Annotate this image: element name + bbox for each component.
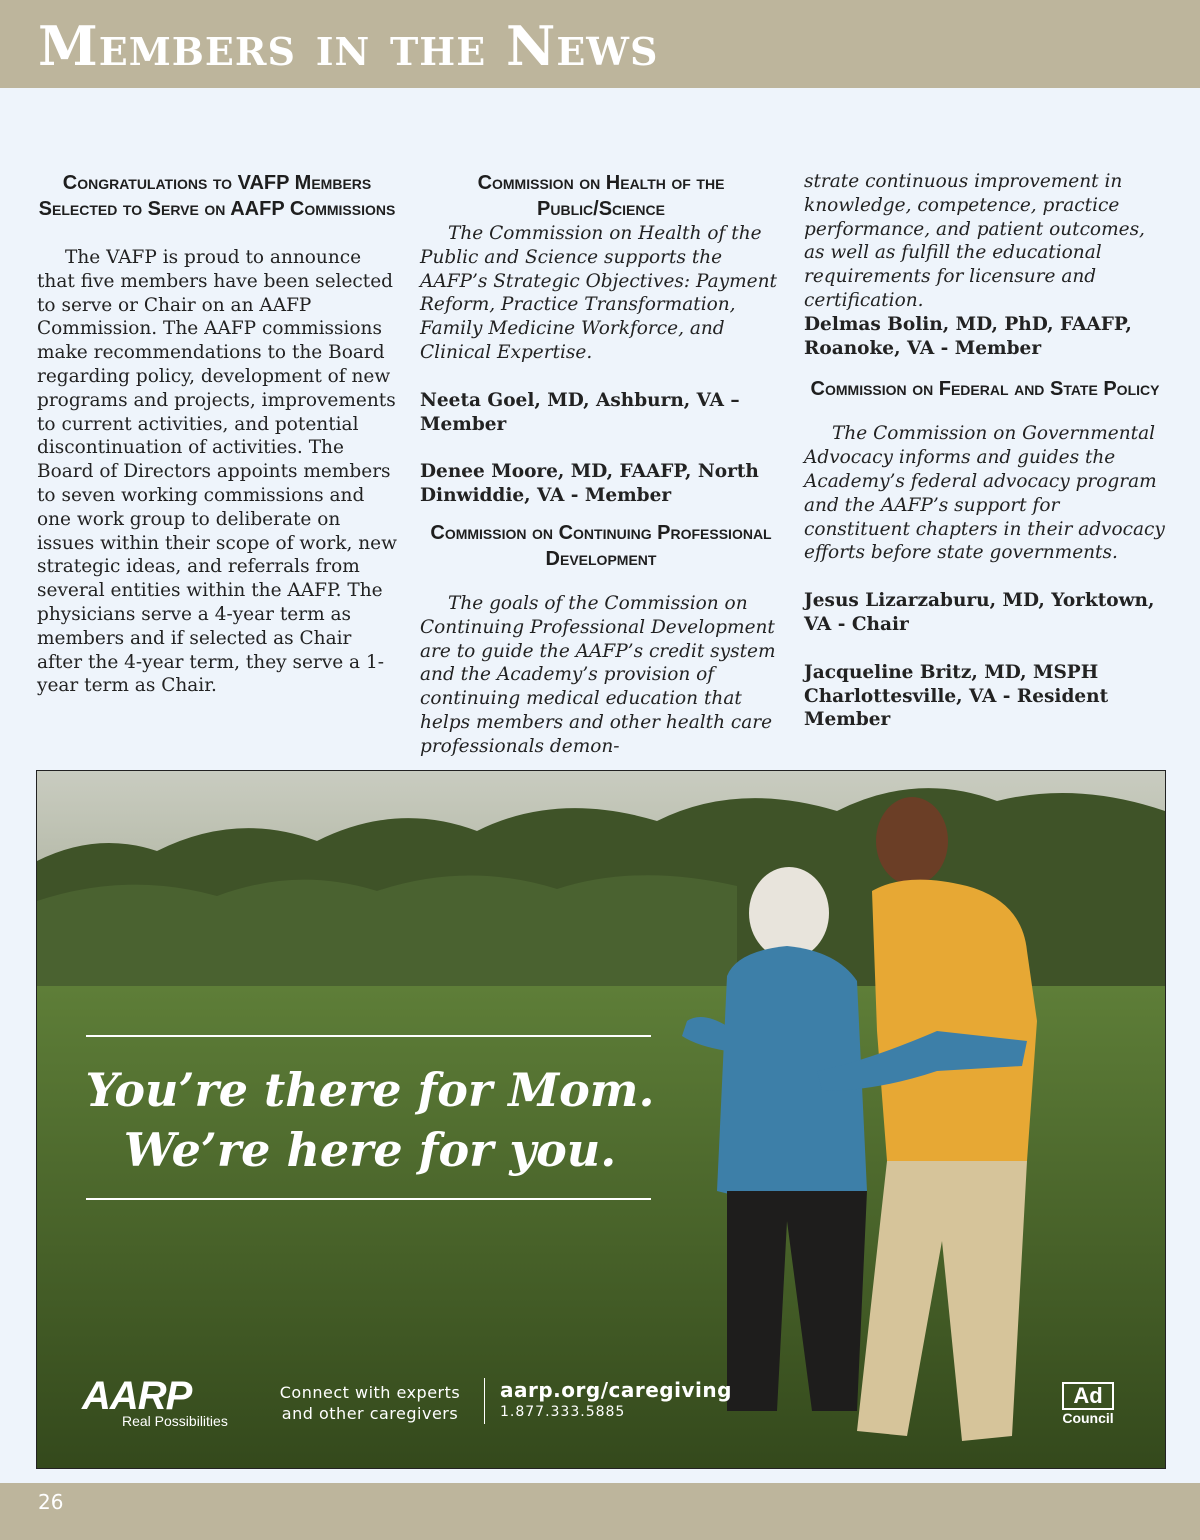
page-number: 26 — [38, 1490, 64, 1514]
connect-line-1: Connect with experts — [279, 1383, 461, 1402]
page-header — [0, 0, 1200, 88]
tagline-line-2: We’re here for you. — [123, 1123, 617, 1177]
column-1 — [37, 170, 397, 698]
member-jesus-lizarzaburu: Jesus Lizarzaburu, MD, Yorktown, VA - Chair — [804, 590, 1155, 635]
ad-tagline — [70, 1060, 670, 1180]
description-continuing-development: The goals of the Commission on Continuing Professional Development are to guide the AAFP’s credit system and the Academy’s provision of continuing medical education that helps members and other health care professionals demon- — [420, 592, 776, 757]
ad-url[interactable]: aarp.org/caregiving — [500, 1378, 732, 1402]
ad-council-council: Council — [1062, 1410, 1114, 1426]
tagline-line-1: You’re there for Mom. — [85, 1063, 655, 1117]
description-federal-state: The Commission on Governmental Advocacy informs and guides the Academy’s federal advocacy program and the AAFP’s support for constituent chapters in their advocacy efforts before state governments. — [804, 423, 1165, 564]
member-neeta-goel: Neeta Goel, MD, Ashburn, VA – Member — [420, 389, 740, 435]
column-3 — [804, 170, 1166, 732]
ad-connect-text — [272, 1382, 468, 1424]
intro-paragraph: The VAFP is proud to announce that five members have been selected to serve or Chair on an AAFP Commission. The AAFP commissions make recommendations to the Board regarding policy, development of new programs and projects, improvements to current activities, and potential discontinuation of activities. The Board of Directors appoints members to seven working commissions and one work group to deliberate on issues within their scope of work, new strategic ideas, and referrals from several entities within the AAFP. The physicians serve a 4-year term as members and if selected as Chair after the 4-year term, they serve a 1-year term as Chair. — [37, 247, 397, 697]
description-health-public: The Commission on Health of the Public and Science supports the AAFP’s Strategic Objectives: Payment Reform, Practice Transformation, Family Medicine Workforce, and Clinical Expertise. — [420, 223, 777, 363]
heading-federal-state-policy: Commission on Federal and State Policy — [810, 378, 1160, 401]
connect-line-2: and other caregivers — [281, 1404, 459, 1423]
ad-council-logo — [1062, 1382, 1114, 1426]
heading-continuing-development: Commission on Continuing Professional Development — [430, 521, 772, 570]
ad-divider — [484, 1378, 485, 1424]
ad-phone: 1.877.333.5885 — [500, 1404, 626, 1420]
ad-council-ad: Ad — [1062, 1382, 1114, 1410]
description-continuing-development-cont: strate continuous improvement in knowledge, competence, practice performance, and patient outcomes, as well as fulfill the educational requirements for licensure and certification. — [804, 171, 1145, 311]
member-jacqueline-britz: Jacqueline Britz, MD, MSPH Charlottesville, VA - Resident Member — [804, 661, 1109, 731]
member-denee-moore: Denee Moore, MD, FAAFP, North Dinwiddie, VA - Member — [420, 461, 759, 507]
tagline-rule-bottom — [86, 1198, 651, 1200]
page-title: Members in the News — [38, 14, 659, 78]
heading-health-public-science: Commission on Health of the Public/Science — [477, 172, 725, 220]
aarp-logo: AARP — [82, 1374, 192, 1418]
heading-aafp-commissions: Congratulations to VAFP Members Selected to Serve on AAFP Commissions — [38, 172, 396, 220]
member-delmas-bolin: Delmas Bolin, MD, PhD, FAAFP, Roanoke, VA - Member — [804, 313, 1132, 359]
column-2 — [420, 170, 782, 759]
aarp-logo-subtitle: Real Possibilities — [122, 1413, 228, 1429]
page-footer — [0, 1483, 1200, 1540]
tagline-rule-top — [86, 1035, 651, 1037]
